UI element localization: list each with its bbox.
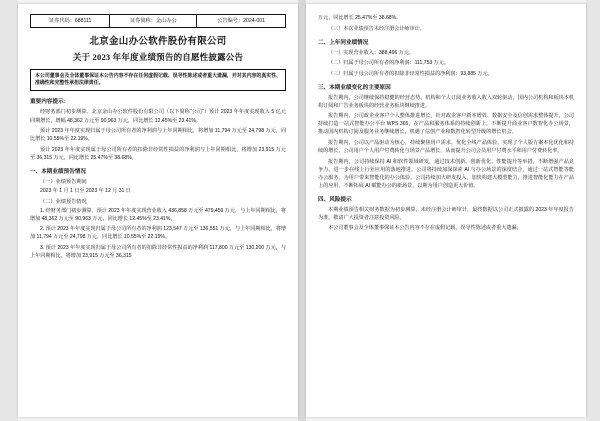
forecast-period: 2023 年 1 月 1 日至 2023 年 12 月 31 日 xyxy=(40,187,131,194)
prior-year-line: （三）归属于母公司所有者的扣除非经常性损益的净利润：93,885 万元。 xyxy=(328,70,493,77)
section-one-sub1: （一）业绩预告期间 xyxy=(40,178,87,185)
page-right-margin xyxy=(586,0,600,421)
reason-paragraph: 报告期内，公司继续保持稳健的经营态势，机构和个人订阅业务收入收入双轮驱动，国内公司机构和板块本机构订阅和广告业务板块的经营业务板块继续推进。 xyxy=(318,94,574,109)
important-notice-heading: 重要内容提示： xyxy=(30,99,70,106)
reason-paragraph: 报告期内，公司政企业客户个人整体推进增长，针对政企客户新本增效、数据安全及信创需求整体提升，公司持续打造一站式智能办公平台 WPS 365，在产品和服务体系的持续创新上，不断提升商业客户数智化办公场景，推动国内机构订阅及服务业务继续增长，机遇了信创产业和数智化转型升级的增长机会。 xyxy=(318,113,574,136)
document-page-right xyxy=(306,4,586,417)
section-one-heading: 一、本期业绩预告情况 xyxy=(30,168,86,175)
reason-paragraph: 报告期内，公司持续保持 AI 和软件领域研发，通过技术创新、创新优化、性能提升等举措，不断增强产品竞争力。进一步在线上行业应用的落地推进。公司将持续加深探索 AI 与办公场景的深度结合，通过一站式智能等能办公服务，为用户带来智能化的办公体验。公司持续加大研发投入，加快构建大模型能力，推进智能化能力在产品上的应用，不断拓展 AI 赋能办公的新场景，以期为用户创造更大价值。 xyxy=(318,158,574,189)
table-row xyxy=(31,15,286,28)
important-item: 经财务部门初步测算，北京金山办公软件股份有限公司（以下简称"公司"）预计 2023 年年度实现收入 5 亿元同期增长，增幅 48,362 万元至 90,963 万元，同比增长 12.45%至 23.41%。 xyxy=(30,109,286,124)
security-code-cell: 证券代码：688111 xyxy=(31,15,110,28)
forecast-item: 2. 预计 2023 年年度实现归属于母公司所有者的净利润 123,547 万元至 136,551 万元，与上年同期相比，将增加 11,794 万元至 24,798 万元，同比增长 10.55%至 22.19%。 xyxy=(30,226,286,241)
disclaimer-box xyxy=(30,69,286,91)
disclaimer-text: 本公司董事会及全体董事保证本公告内容不存在任何虚假记载、误导性陈述或者重大遗漏，并对其内容的真实性、准确性和完整性承担法律责任。 xyxy=(35,74,281,87)
page-left-margin xyxy=(0,0,18,421)
document-page-left xyxy=(18,4,298,417)
continued-text: 万元，同比增长 25.47%至 38.68%。 xyxy=(318,15,402,21)
forecast-item: 1. 经财务部门初步测算，预计 2023 年年度实现营业收入 436,858 万元至 479,459 万元，与上年同期相比，将增加 48,362 万元至 90,963 万元，同比增长 12.45%至 23.41%。 xyxy=(30,207,286,222)
audit-note: （三）本次业绩预告未经注册会计师审计。 xyxy=(328,25,425,32)
security-name-cell: 证券简称：金山办公 xyxy=(110,15,197,28)
important-item: 预计 2023 年年度实现归属于母公司所有者的净利润与上年同期相比，将增加 11,794 万元至 24,798 万元，同比增长 10.55%至 22.19%。 xyxy=(30,128,286,143)
important-item: 预计 2023 年年度实现属于母公司所有者的扣除非经常性损益的净利润与上年同期相比，将增加 23,915 万元至 36,315 万元，同比增长 25.47%至 38.68%。 xyxy=(30,146,286,161)
forecast-item: 3. 预计 2023 年年度实现归属于母公司所有者的扣除非经常性损益的净利润 117,800 万元至 130,200 万元，与上年同期相比，将增加 23,915 万元至 36,315 xyxy=(30,244,286,260)
page-gutter xyxy=(298,0,306,421)
risk-paragraph: 本期业绩预告相关财务数据为初步测算，未经注册会计师审计，最终数据以公司正式披露的 2023 年年度报告为准。敬请广大投资者注意投资风险。 xyxy=(318,206,574,221)
prior-year-line: （二）归属于母公司所有者的净利润：111,753 万元。 xyxy=(328,60,449,67)
section-four-heading: 四、风险提示 xyxy=(318,196,352,203)
section-one-sub2: （二）业绩预告情况 xyxy=(40,198,87,205)
prior-year-line: （一）实现营业收入：388,496 万元。 xyxy=(328,49,415,56)
announcement-number-cell: 公告编号：2024-001 xyxy=(197,15,286,28)
reason-paragraph: 报告期内，公司以产品驱动为核心，持续聚焦用户需求，优化全线产品体验，实现了个人版方案本化优化和持续的增长。公司用户个人用户付费转化与场景产品增长，从而提升公司会员用户付费水平和用户付费转化率。 xyxy=(318,139,574,155)
risk-paragraph: 本公司董事会及全体董事保证本公告内容不存在虚假记载、误导性陈述或者重大遗漏。 xyxy=(328,225,522,232)
page-title: 北京金山办公软件股份有限公司 xyxy=(89,37,227,48)
section-two-heading: 二、上年同业绩情况 xyxy=(318,39,369,46)
security-code-table xyxy=(30,14,286,28)
section-three-heading: 三、本期业绩变化的主要原因 xyxy=(318,84,391,91)
page-subtitle: 关于 2023 年年度业绩预告的自愿性披露公告 xyxy=(72,52,244,63)
